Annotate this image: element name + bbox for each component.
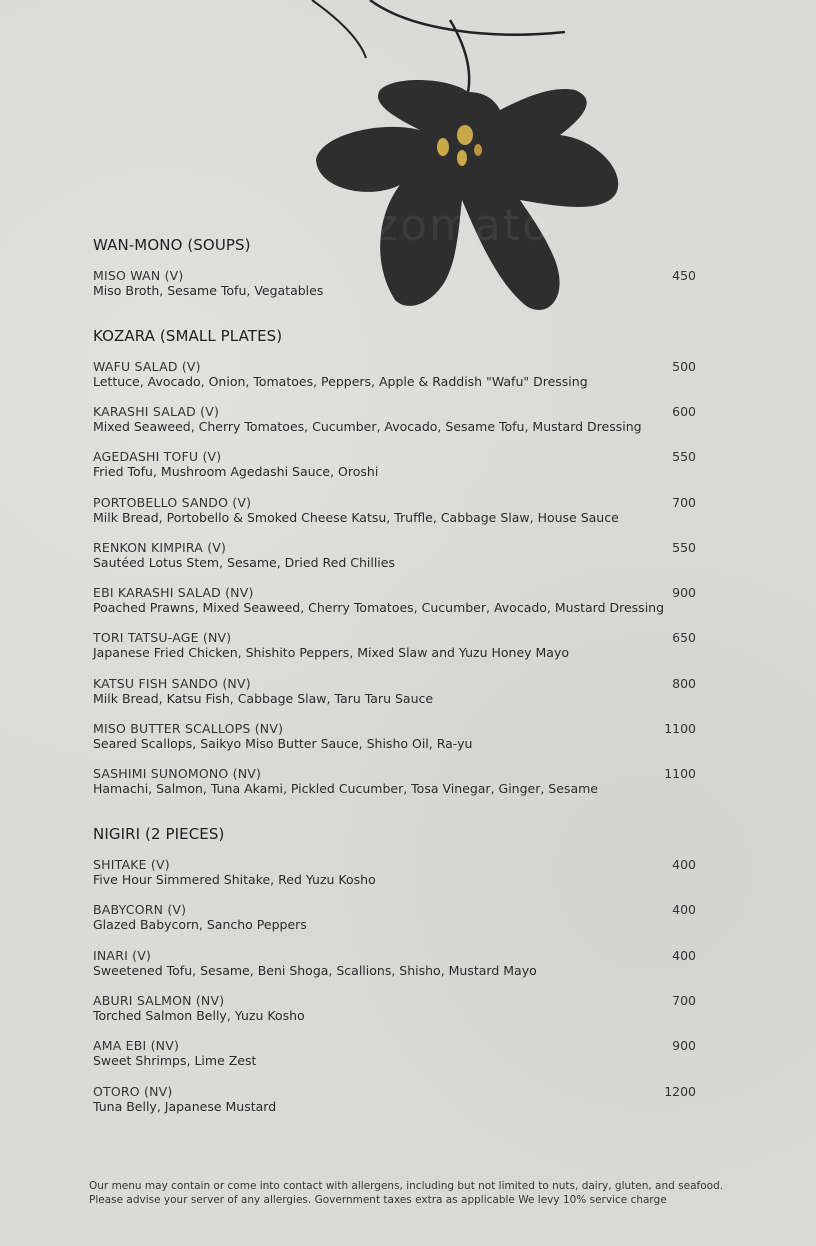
menu-item [93, 630, 696, 660]
allergen-disclaimer [89, 1179, 724, 1207]
item-price: 700 [672, 993, 696, 1008]
section-title-small-plates: KOZARA (SMALL PLATES) [93, 327, 283, 345]
section-title-soups: WAN-MONO (SOUPS) [93, 236, 251, 254]
menu-item [93, 585, 696, 615]
item-description: Glazed Babycorn, Sancho Peppers [93, 917, 307, 932]
item-price: 600 [672, 404, 696, 419]
item-description: Milk Bread, Portobello & Smoked Cheese Katsu, Truffle, Cabbage Slaw, House Sauce [93, 510, 619, 525]
menu-item [93, 902, 696, 932]
item-price: 1200 [664, 1084, 696, 1099]
item-description: Poached Prawns, Mixed Seaweed, Cherry Tomatoes, Cucumber, Avocado, Mustard Dressing [93, 600, 665, 615]
item-name: ABURI SALMON (NV) [93, 993, 225, 1008]
item-price: 800 [672, 676, 696, 691]
item-name: RENKON KIMPIRA (V) [93, 540, 227, 555]
item-description: Torched Salmon Belly, Yuzu Kosho [93, 1008, 305, 1023]
section-title-nigiri: NIGIRI (2 PIECES) [93, 825, 225, 843]
item-price: 450 [672, 268, 696, 283]
disclaimer-line-1: Our menu may contain or come into contact with allergens, including but not limited to nuts, dairy, gluten, and seafood. [89, 1180, 724, 1192]
item-name: EBI KARASHI SALAD (NV) [93, 585, 254, 600]
menu-item [93, 948, 696, 978]
item-description: Sweetened Tofu, Sesame, Beni Shoga, Scallions, Shisho, Mustard Mayo [93, 963, 537, 978]
menu-item [93, 993, 696, 1023]
menu-item [93, 449, 696, 479]
menu-item [93, 359, 696, 389]
item-price: 1100 [664, 721, 696, 736]
item-description: Milk Bread, Katsu Fish, Cabbage Slaw, Taru Taru Sauce [93, 691, 434, 706]
item-price: 700 [672, 495, 696, 510]
item-description: Miso Broth, Sesame Tofu, Vegatables [93, 283, 324, 298]
item-name: OTORO (NV) [93, 1084, 173, 1099]
zomato-watermark: zomato [375, 200, 552, 251]
item-price: 1100 [664, 766, 696, 781]
item-name: AMA EBI (NV) [93, 1038, 180, 1053]
item-description: Sweet Shrimps, Lime Zest [93, 1053, 257, 1068]
item-price: 400 [672, 902, 696, 917]
disclaimer-line-2: Please advise your server of any allergies. Government taxes extra as applicable We levy 10% service charge [89, 1194, 667, 1206]
item-description: Sautéed Lotus Stem, Sesame, Dried Red Chillies [93, 555, 395, 570]
item-description: Mixed Seaweed, Cherry Tomatoes, Cucumber, Avocado, Sesame Tofu, Mustard Dressing [93, 419, 642, 434]
item-description: Five Hour Simmered Shitake, Red Yuzu Kosho [93, 872, 376, 887]
item-name: KATSU FISH SANDO (NV) [93, 676, 251, 691]
item-description: Lettuce, Avocado, Onion, Tomatoes, Peppers, Apple & Raddish "Wafu" Dressing [93, 374, 588, 389]
item-name: PORTOBELLO SANDO (V) [93, 495, 252, 510]
item-price: 550 [672, 449, 696, 464]
item-name: TORI TATSU-AGE (NV) [93, 630, 232, 645]
menu-item [93, 268, 696, 298]
menu-item [93, 404, 696, 434]
item-price: 400 [672, 948, 696, 963]
menu-item [93, 540, 696, 570]
menu-item [93, 1084, 696, 1114]
menu-item [93, 857, 696, 887]
item-description: Hamachi, Salmon, Tuna Akami, Pickled Cucumber, Tosa Vinegar, Ginger, Sesame [93, 781, 598, 796]
item-name: BABYCORN (V) [93, 902, 187, 917]
item-description: Seared Scallops, Saikyo Miso Butter Sauce, Shisho Oil, Ra-yu [93, 736, 473, 751]
item-name: WAFU SALAD (V) [93, 359, 201, 374]
item-description: Japanese Fried Chicken, Shishito Peppers, Mixed Slaw and Yuzu Honey Mayo [93, 645, 569, 660]
item-price: 500 [672, 359, 696, 374]
item-name: SHITAKE (V) [93, 857, 170, 872]
item-name: INARI (V) [93, 948, 152, 963]
item-price: 900 [672, 585, 696, 600]
item-price: 400 [672, 857, 696, 872]
menu-item [93, 721, 696, 751]
menu-item [93, 1038, 696, 1068]
menu-item [93, 676, 696, 706]
item-price: 900 [672, 1038, 696, 1053]
item-price: 550 [672, 540, 696, 555]
item-description: Tuna Belly, Japanese Mustard [93, 1099, 277, 1114]
item-name: MISO BUTTER SCALLOPS (NV) [93, 721, 284, 736]
item-name: SASHIMI SUNOMONO (NV) [93, 766, 262, 781]
item-price: 650 [672, 630, 696, 645]
item-name: MISO WAN (V) [93, 268, 184, 283]
menu-item [93, 495, 696, 525]
item-description: Fried Tofu, Mushroom Agedashi Sauce, Oroshi [93, 464, 379, 479]
item-name: KARASHI SALAD (V) [93, 404, 220, 419]
menu-item [93, 766, 696, 796]
item-name: AGEDASHI TOFU (V) [93, 449, 222, 464]
